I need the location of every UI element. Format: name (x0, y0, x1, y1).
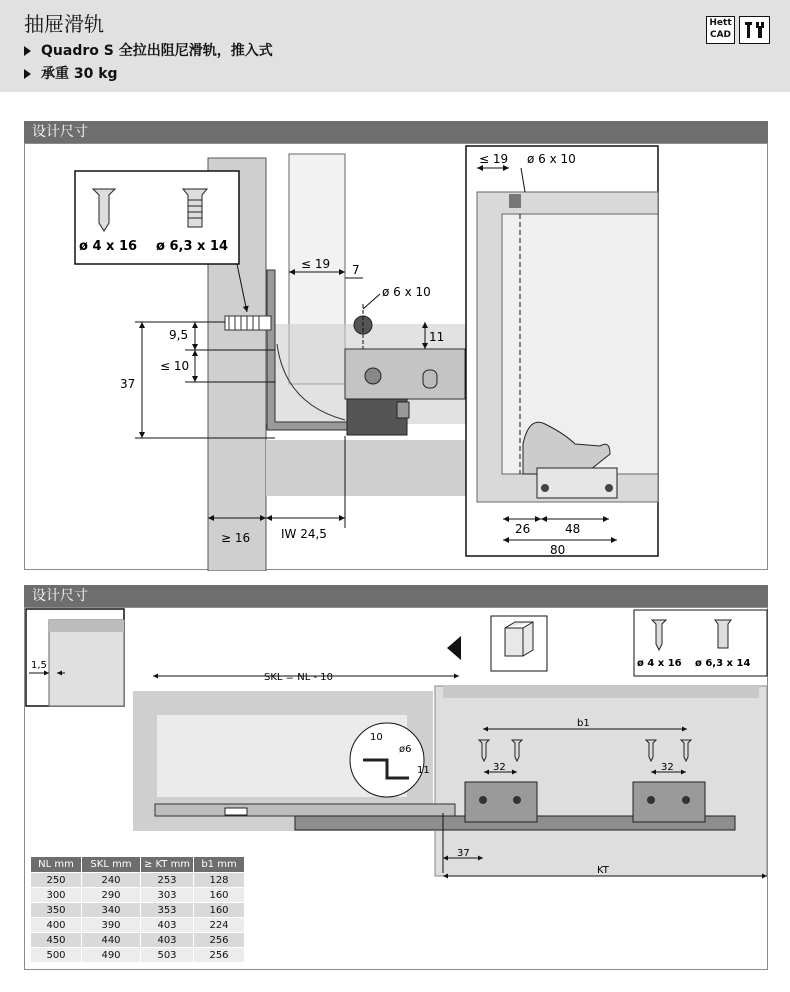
page-title: 抽屉滑轨 (24, 12, 104, 36)
tools-icon[interactable] (739, 16, 770, 44)
feature-text: 承重 30 kg (41, 66, 118, 82)
dim-le-ten: ≤ 10 (160, 359, 190, 373)
cabinet-body (435, 686, 767, 876)
front-pin (509, 194, 521, 208)
section1-frame (24, 143, 768, 570)
drawer-rail (155, 804, 455, 816)
detail-eleven: 11 (417, 765, 430, 776)
table-cell: 256 (194, 948, 245, 963)
table-cell: 400 (31, 918, 82, 933)
small-screw-label: ø 4 x 16 (637, 658, 682, 669)
right-dim-26: 26 (515, 522, 531, 536)
table-cell: 128 (194, 873, 245, 888)
dim-thirty-seven: 37 (120, 377, 136, 391)
detail-ten: 10 (370, 732, 383, 743)
table-row (31, 888, 245, 903)
table-row (31, 948, 245, 963)
table-header-cell: b1 mm (194, 857, 245, 873)
table-cell: 403 (141, 933, 194, 948)
table-header-cell: SKL mm (82, 857, 141, 873)
table-row (31, 903, 245, 918)
hett-label: Hett (709, 18, 732, 28)
bracket-hole (647, 796, 655, 804)
section-title: 设计尺寸 (32, 588, 88, 604)
table-cell: 353 (141, 903, 194, 918)
table-cell: 300 (31, 888, 82, 903)
dim-rail-gap: ≤ 19 (301, 257, 331, 271)
table-header-cell: ≥ KT mm (141, 857, 194, 873)
mounting-diagram (25, 144, 769, 571)
rail-slot (423, 370, 437, 388)
kt-label: KT (597, 865, 609, 876)
wall-screw-icon (225, 316, 271, 330)
dim-leader (363, 294, 380, 309)
dim-32-b: 32 (661, 762, 674, 773)
inset-edge (49, 620, 124, 632)
right-dim-48: 48 (565, 522, 581, 536)
cabinet-bottom (266, 440, 477, 496)
table-cell: 440 (82, 933, 141, 948)
table-cell: 224 (194, 918, 245, 933)
section-title: 设计尺寸 (32, 124, 88, 140)
table-cell: 253 (141, 873, 194, 888)
right-dim-pin: ø 6 x 10 (527, 152, 576, 166)
b1-label: b1 (577, 718, 590, 729)
table-cell: 350 (31, 903, 82, 918)
cabinet-top (443, 686, 759, 698)
hett-cad-icon[interactable] (706, 16, 735, 44)
dim-seven: 7 (352, 263, 360, 277)
rail-coupling (225, 808, 247, 815)
inset-dim: 1,5 (31, 660, 47, 671)
rail-profile (345, 349, 465, 399)
feature-item (24, 63, 118, 83)
table-row (31, 933, 245, 948)
section-title-bar (24, 121, 768, 143)
table-cell: 450 (31, 933, 82, 948)
dim-32-a: 32 (493, 762, 506, 773)
large-screw-label: ø 6,3 x 14 (156, 239, 229, 254)
rail-screw-head (365, 368, 381, 384)
right-dim-80: 80 (550, 543, 566, 557)
tools-icon-graphic (740, 17, 769, 43)
table-row (31, 873, 245, 888)
header-bar (0, 0, 790, 92)
bracket-hole (513, 796, 521, 804)
dim-37: 37 (457, 848, 470, 859)
bracket-hole (682, 796, 690, 804)
table-cell: 160 (194, 903, 245, 918)
table-cell: 403 (141, 918, 194, 933)
detail-phi6: ø6 (399, 744, 412, 755)
table-header-cell: NL mm (31, 857, 82, 873)
table-cell: 250 (31, 873, 82, 888)
right-dim-gap: ≤ 19 (479, 152, 509, 166)
dim-iw: IW 24,5 (281, 527, 327, 541)
locking-clip (537, 468, 617, 498)
direction-arrow-icon (447, 636, 461, 660)
dim-ge-sixteen: ≥ 16 (221, 531, 251, 545)
skl-label: SKL = NL - 10 (264, 672, 333, 683)
feature-text: Quadro S 全拉出阻尼滑轨，推入式 (41, 43, 273, 59)
cad-label: CAD (709, 30, 732, 40)
table-cell: 290 (82, 888, 141, 903)
table-row (31, 918, 245, 933)
table-cell: 503 (141, 948, 194, 963)
table-cell: 500 (31, 948, 82, 963)
clip-screw (605, 484, 613, 492)
table-cell: 340 (82, 903, 141, 918)
rear-bracket (465, 782, 537, 822)
dim-nine-five: 9,5 (169, 328, 189, 342)
bullet-triangle-icon (24, 69, 31, 79)
table-header-row (31, 857, 245, 873)
dim-eleven: 11 (429, 330, 445, 344)
table-cell: 390 (82, 918, 141, 933)
table-cell: 490 (82, 948, 141, 963)
table-cell: 240 (82, 873, 141, 888)
clip-screw (541, 484, 549, 492)
feature-item (24, 40, 273, 60)
bullet-triangle-icon (24, 46, 31, 56)
table-cell: 160 (194, 888, 245, 903)
inset-panel (49, 620, 124, 706)
large-screw-label: ø 6,3 x 14 (695, 658, 751, 669)
table-cell: 303 (141, 888, 194, 903)
section-title-bar (24, 585, 768, 607)
dimension-table (30, 856, 245, 963)
table-cell: 256 (194, 933, 245, 948)
small-screw-label: ø 4 x 16 (79, 239, 138, 254)
bracket-hole (479, 796, 487, 804)
dim-pin: ø 6 x 10 (382, 285, 431, 299)
rail-clip (397, 402, 409, 418)
rear-bracket (633, 782, 705, 822)
